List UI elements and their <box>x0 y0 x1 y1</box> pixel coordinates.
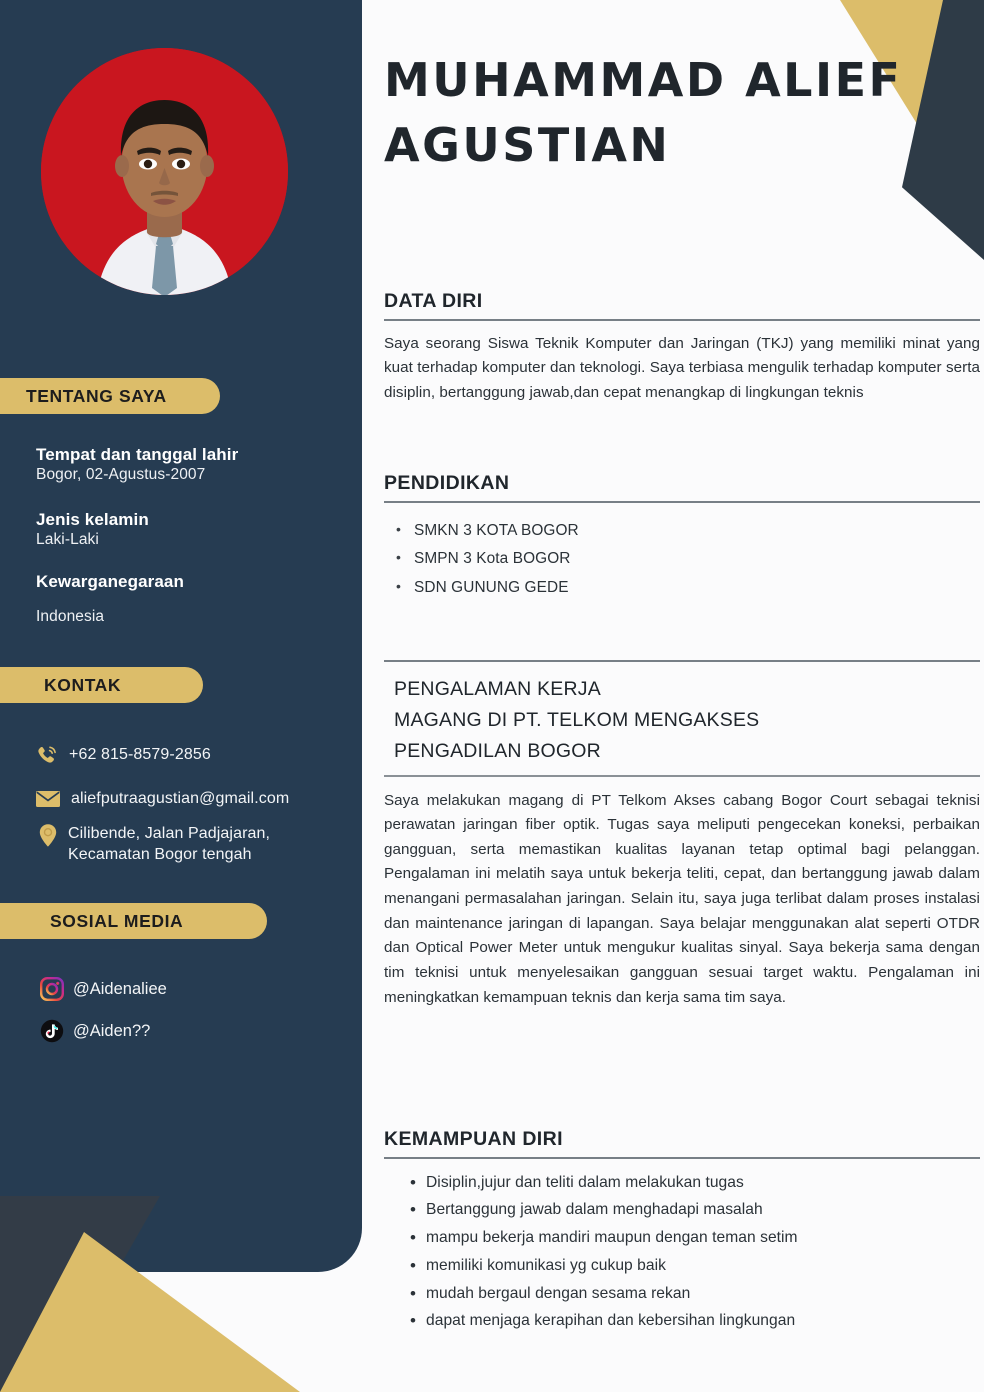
social-tiktok[interactable] <box>40 1019 150 1043</box>
main-content <box>376 0 984 1392</box>
name-line-1: MUHAMMAD ALIEF <box>384 53 903 107</box>
kemampuan-divider <box>384 1157 980 1159</box>
contact-pill-label: KONTAK <box>44 674 122 695</box>
list-item: • SDN GUNUNG GEDE <box>384 574 980 603</box>
about-section-pill <box>0 378 220 414</box>
tiktok-icon <box>40 1019 64 1043</box>
page-title <box>384 48 904 179</box>
data-diri-paragraph: Saya seorang Siswa Teknik Komputer dan Jaringan (TKJ) yang memiliki minat yang kuat terhadap komputer dan teknologi. Saya terbiasa mengulik terhadap komputer serta disiplin, bertanggung jawab,dan cepat menangkap di lingkungan teknis <box>384 334 980 401</box>
contact-phone-text: +62 815-8579-2856 <box>69 746 211 763</box>
contact-email[interactable] <box>35 788 365 810</box>
location-pin-icon <box>38 823 58 848</box>
pendidikan-divider <box>384 501 980 503</box>
social-section-pill <box>0 903 267 939</box>
list-item: • SMKN 3 KOTA BOGOR <box>384 517 980 546</box>
about-field-birth-label: Tempat dan tanggal lahir <box>36 445 239 464</box>
list-item: • SMPN 3 Kota BOGOR <box>384 545 980 574</box>
about-field-gender <box>36 510 336 549</box>
about-field-nationality <box>36 572 336 626</box>
list-item: • Bertanggung jawab dalam menghadapi masalah <box>384 1196 980 1224</box>
section-pengalaman <box>384 660 980 1010</box>
name-line-2: AGUSTIAN <box>384 118 671 173</box>
phone-icon <box>35 744 59 768</box>
about-field-birth <box>36 445 336 484</box>
data-diri-title: DATA DIRI <box>384 290 483 312</box>
section-data-diri <box>384 290 980 405</box>
list-item: • Disiplin,jujur dan teliti dalam melakukan tugas <box>384 1169 980 1197</box>
pendidikan-title: PENDIDIKAN <box>384 472 510 494</box>
about-pill-label: TENTANG SAYA <box>26 385 167 406</box>
pengalaman-top-divider <box>384 660 980 662</box>
profile-photo-illustration <box>41 48 288 295</box>
instagram-icon <box>40 977 64 1001</box>
list-item: • mampu bekerja mandiri maupun dengan teman setim <box>384 1224 980 1252</box>
pengalaman-heading-line-1: PENGALAMAN KERJA <box>394 677 601 700</box>
about-field-gender-value: Laki-Laki <box>36 531 99 548</box>
social-pill-label: SOSIAL MEDIA <box>50 910 184 931</box>
profile-photo <box>41 48 288 295</box>
pendidikan-list <box>384 517 980 603</box>
list-item: • memiliki komunikasi yg cukup baik <box>384 1252 980 1280</box>
contact-phone[interactable] <box>35 744 355 768</box>
contact-address[interactable] <box>38 823 338 865</box>
section-kemampuan <box>384 1128 980 1335</box>
pengalaman-bottom-divider <box>384 775 980 776</box>
social-instagram-handle: @Aidenaliee <box>73 979 167 998</box>
contact-address-text: Cilibende, Jalan Padjajaran, Kecamatan Bogor tengah <box>68 825 271 864</box>
about-field-nationality-label: Kewarganegaraan <box>36 572 184 591</box>
pengalaman-heading-line-3: PENGADILAN BOGOR <box>394 739 601 762</box>
data-diri-divider <box>384 319 980 321</box>
list-item: • dapat menjaga kerapihan dan kebersihan lingkungan <box>384 1307 980 1335</box>
envelope-icon <box>35 788 61 810</box>
social-tiktok-handle: @Aiden?? <box>73 1021 151 1040</box>
kemampuan-list <box>384 1169 980 1336</box>
pengalaman-heading <box>384 674 980 768</box>
contact-section-pill <box>0 667 203 703</box>
social-instagram[interactable] <box>40 977 167 1001</box>
about-field-birth-value: Bogor, 02-Agustus-2007 <box>36 466 206 483</box>
contact-email-text: aliefputraagustian@gmail.com <box>71 790 290 807</box>
list-item: • mudah bergaul dengan sesama rekan <box>384 1280 980 1308</box>
about-field-gender-label: Jenis kelamin <box>36 510 149 529</box>
pengalaman-heading-line-2: MAGANG DI PT. TELKOM MENGAKSES <box>394 708 760 731</box>
kemampuan-title: KEMAMPUAN DIRI <box>384 1128 563 1150</box>
about-field-nationality-value: Indonesia <box>36 608 105 625</box>
section-pendidikan <box>384 472 980 603</box>
pengalaman-paragraph: Saya melakukan magang di PT Telkom Akses cabang Bogor Court sebagai teknisi perawatan jaringan fiber optik. Tugas saya meliputi pengecekan koneksi, perbaikan gangguan, serta memastikan kualitas layanan tetap optimal bagi pelanggan. Pengalaman ini melatih saya untuk bekerja teliti, cepat, dan bertanggung jawab dalam menangani permasalahan jaringan. Selain itu, saya juga terlibat dalam proses instalasi dan maintenance jaringan di lapangan. Saya belajar menggunakan alat seperti OTDR dan Optical Power Meter untuk mengukur kualitas sinyal. Saya bekerja sama dengan tim teknisi untuk menyelesaikan gangguan sesuai target waktu. Pengalaman ini meningkatkan kemampuan teknis dan kerja sama tim saya. <box>384 791 980 1006</box>
